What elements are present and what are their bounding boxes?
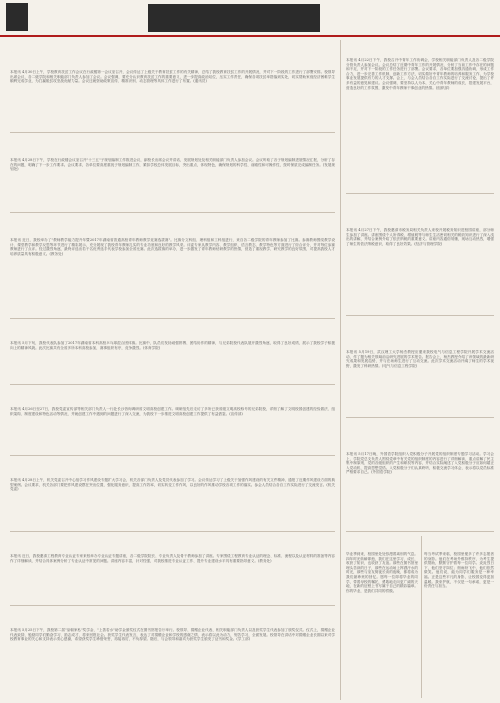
- article-body: 本报讯 4月26日至27日，我校党委宣传部等相关部门负责人一行赴长沙咨询调研省文明高校创建工作。调研组先后走访了多所已获省级文明高校称号的兄弟院校，详细了解了文明校园创建的经验做法、组织架构、制度建设和特色活动等情况，并就创建工作中遇到的问题进行了深入交流，为我校下一步推进文明高校创建工作提供了有益借鉴。(宣传部): [10, 407, 335, 416]
- article-body: 本报讯 近日，我校举办了"教师教学能力提升年暨2017年湖南省普通高校青年教师教学竞赛选拔赛"。比赛分文科组、理科组和工科组进行，来自各二级学院的青年教师参加了比赛。参赛教师围绕教学设计、课堂教学和教学反思等环节进行了精彩展示，充分展现了我校青年教师扎实的专业功底和良好的教学风采。评委专家从教学内容、教学组织、语言教态、教学特色等方面进行了综合评分，并对每位参赛教师进行了点评。经过激烈角逐，最终评选出若干名优秀选手代表学校参加全省比赛。此次选拔赛的举办，进一步激发了青年教师钻研教学的热情，营造了重视教学、研究教学的良好氛围，对提高我校人才培养质量具有积极意义。(教务处): [10, 238, 335, 256]
- sidebar-body: 本报讯 4月27日下午，我校邀请市税务局相关负责人来校开展税务知识进校园讲座，部分师生参加了讲座。讲座围绕个人所得税、增值税等与师生生活密切相关的税收知识进行了深入浅出的讲解，并结合案例介绍了依法纳税的重要意义。讲座内容通俗易懂，现场互动热烈，增强了师生的依法纳税意识，取得了良好效果。(经济与管理学院): [346, 228, 494, 246]
- divider: [346, 531, 494, 532]
- sidebar-body: 每当考试季来临，校园里便多了许多志愿者的身影。他们在考场外维持秩序，为考生提供帮助，默默守护着每一位同学。炎炎烈日下，他们坚守岗位；细雨纷飞中，他们依然微笑。他们说，能为同学们服务是一种幸福。正是这些平凡的身影，让校园变得更加温暖。我来护航，不仅是一句承诺，更是一份责任与担当。: [424, 552, 494, 589]
- divider: [346, 417, 494, 418]
- masthead: [0, 0, 500, 36]
- sidebar-body: 本报讯 4月22日下午，我校召开中青年工作协调会，学校相关职能部门负责人及各二级学院分管负责人参加会议。会议总结了近期中青年工作的开展情况，分析了当前工作中存在的问题和不足，并对下一阶段的工作任务进行了部署。会议要求，各单位要加强沟通协调，形成工作合力，进一步完善工作机制，创新工作方法，切实做好中青年教师的培养和服务工作，为学校事业发展提供有力的人才支撑。会上，与会人员结合各自工作实际进行了交流讨论，提出了许多有益的意见和建议。会议强调，要坚持以人为本，关心中青年教师的成长，搭建发展平台，营造良好的工作氛围，激发中青年教师干事创业的热情。(组织部): [346, 58, 494, 90]
- divider: [10, 318, 335, 319]
- divider: [10, 212, 335, 213]
- article-body: 本报讯 4月30日上午，学校教育扶贫工作会议在行政楼第一会议室召开，会议传达了上级关于教育扶贫工作的有关精神，总结了我校教育扶贫工作的开展情况，并对下一阶段的工作进行了部署安排。校领导出席会议，各二级学院和相关职能部门负责人参加了会议。会议强调，要充分认识教育扶贫工作的重要意义，进一步提高政治站位，压实工作责任，确保各项扶贫举措落到实处，切实帮助家庭经济困难学生顺利完成学业，为打赢脱贫攻坚战贡献力量。会议还就资助政策宣传、精准识别、动态管理等具体工作进行了布置。(通讯员): [10, 70, 335, 84]
- divider: [10, 531, 335, 532]
- section-banner: [148, 4, 320, 32]
- sidebar-body: 本报讯 5月19日，武汉理工大学杨杰教授应邀来我校电气与信息工程学院开展学术交流活动，作了题为相关领域前沿研究进展的学术报告。报告会上，杨杰教授介绍了该领域的最新研究成果和发展趋势，并与在场师生进行了互动交流。此次学术交流活动开阔了师生的学术视野，激发了科研热情。(电气与信息工程学院): [346, 350, 494, 368]
- article-body: 本报讯 5月25日下午，我校第二届"皇朝家私"奖学金、"上善若水"助学金颁奖仪式在图书馆报告厅举行。校领导、捐赠企业代表、相关职能部门负责人以及获奖学生代表参加了颁奖仪式。仪式上，捐赠企业代表致辞，勉励同学们勤奋学习、励志成才，将来回报社会。获奖学生代表发言，表达了对捐赠企业和学校的感谢之情，表示将以此为动力，刻苦学习，全面发展。校领导在讲话中对捐赠企业长期以来对学校教育事业的关心和支持表示衷心感谢，希望获奖学生珍惜荣誉，再接再厉，不负厚望。随后，与会领导和嘉宾为获奖学生颁发了证书和奖金。(学工部): [10, 628, 335, 642]
- article-body: 本报讯 5月下旬，我校代表队参加了2017年湖南省本科高校乒乓球混合团体赛。比赛中，队员们发扬顽强拼搏、团结协作的精神，与兄弟院校代表队展开激烈角逐，取得了良好成绩，展示了我校学子积极向上的精神风貌。此次比赛共有全省多所本科高校参加，赛事组织有序，竞争激烈。(体育学院): [10, 341, 335, 350]
- divider: [10, 455, 335, 456]
- divider: [346, 315, 494, 316]
- article-body: 本报讯 4月28日下午，学校在行政楼会议室召开"十三五"子规划编制工作推进会议，副校长出席会议并讲话，发展规划处及相关职能部门负责人参加会议。会议听取了各子规划编制进展情况汇报，分析了存在的问题，明确了下一步工作要求。会议要求，各单位要高度重视子规划编制工作，紧扣学校总体发展目标，突出重点，体现特色，确保规划的科学性、前瞻性和可操作性，按时保质完成编制任务。(发展规划处): [10, 158, 335, 172]
- divider: [346, 193, 494, 194]
- sidebar-body: 毕业季到来，校园里处处弥漫着离别的气息。四年时光转瞬即逝，我们在这里学习、成长，收获了知识，也收获了友谊。那些在图书馆里埋头苦读的日子，那些在运动场上挥洒汗水的时光，那些与室友彻夜长谈的夜晚，都将成为我们最珍贵的回忆。愿每一位即将毕业的同学，带着母校的嘱托，勇敢地走向更广阔的天地，在新的征程上书写属于自己的精彩篇章。你的毕业，是我们共同的骄傲。: [346, 552, 418, 593]
- divider: [10, 132, 335, 133]
- article-body: 本报讯 近日，我校邀请工程教育专业认证专家来校举办专业认证专题讲座，各二级学院院长、专业负责人及骨干教师参加了讲座。专家围绕工程教育专业认证的理念、标准、流程以及认证材料的准备等内容作了详细解读，并结合具体案例分析了专业认证中常见的问题。讲座内容丰富，针对性强，对我校推进专业认证工作、提升专业建设水平具有重要指导意义。(教务处): [10, 554, 335, 563]
- divider: [10, 384, 335, 385]
- sidebar-divider: [340, 40, 341, 700]
- page-number-box: [6, 3, 28, 31]
- divider: [10, 605, 335, 606]
- masthead-rule: [0, 35, 500, 37]
- sidebar-body: 本报讯 5月17日晚，外国语学院组织入党积极分子开展党的组织制度专题学习活动。学习会上，学院党总支负责人围绕党章中有关党的组织制度的内容进行了详细解读，重点讲解了民主集中制原则、党的各级组织的产生和职权等内容，并结合实际阐述了入党积极分子应如何端正入党动机、提高思想觉悟。入党积极分子们认真聆听，积极交流学习体会，表示将以党员标准严格要求自己。(外国语学院): [346, 452, 494, 475]
- small-column-divider: [421, 536, 422, 698]
- article-body: 本报讯 4月28日上午，机关党委召开中心组学习作风建设专题扩大学习会，机关各部门负责人及党员代表参加了学习。会议传达学习了上级关于加强作风建设的有关文件精神，通报了近期作风建设方面的典型案例。会议要求，机关各部门要把作风建设摆在突出位置，强化服务意识，提高工作效率，切实转变工作作风，以良好的作风推动学校各项工作的落实。参会人员结合各自工作实际进行了交流发言。(机关党委): [10, 478, 335, 492]
